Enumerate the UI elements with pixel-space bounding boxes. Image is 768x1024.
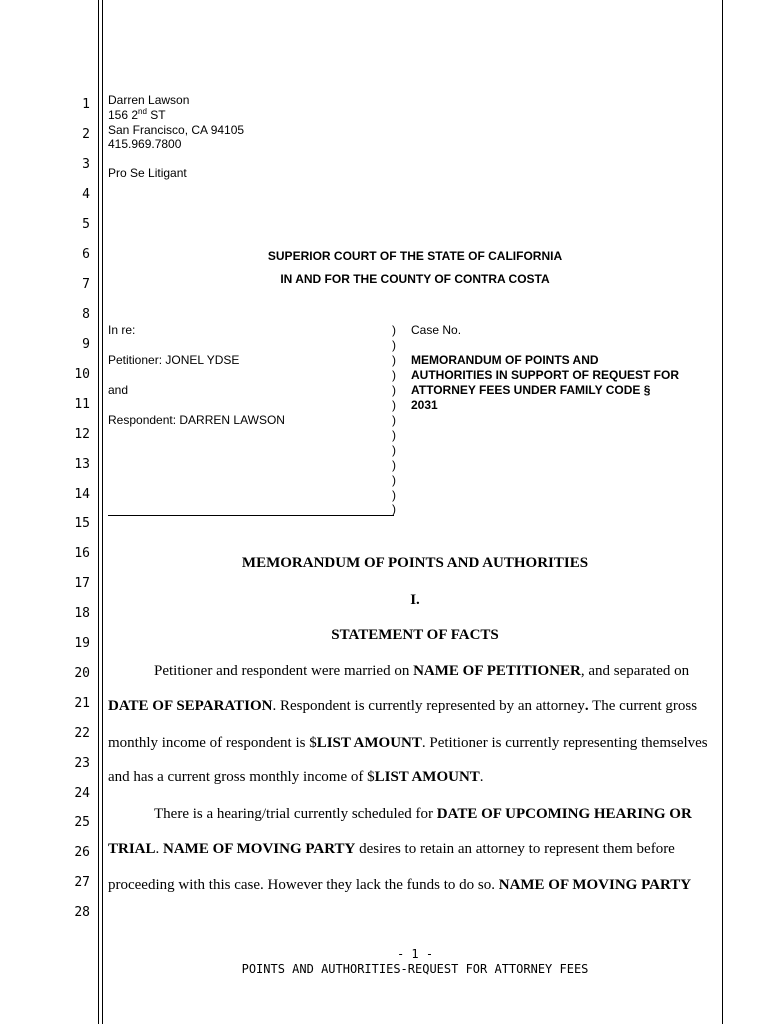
caption-and: and: [108, 383, 129, 397]
placeholder-field: DATE OF UPCOMING HEARING OR: [436, 806, 692, 822]
document-title-line-4: 2031: [411, 398, 438, 412]
line-number: 19: [74, 636, 90, 651]
body-line: [108, 768, 484, 786]
section-number: I.: [410, 592, 420, 608]
caption-paren: ): [392, 413, 396, 427]
text-run: .: [155, 841, 164, 857]
party-name: Darren Lawson: [108, 93, 190, 107]
left-margin-rule-outer: [98, 0, 99, 1024]
line-number: 23: [74, 756, 90, 771]
text-run: Petitioner and respondent were married on: [154, 663, 414, 679]
court-name-line-2: IN AND FOR THE COUNTY OF CONTRA COSTA: [280, 272, 550, 286]
line-number: 7: [82, 277, 90, 292]
caption-paren: ): [392, 383, 396, 397]
text-run: .: [584, 698, 589, 714]
line-number: 1: [82, 97, 90, 112]
body-line: [154, 805, 692, 823]
body-line: [108, 697, 697, 715]
caption-paren: ): [392, 443, 396, 457]
body-line: [154, 662, 689, 680]
caption-paren: ): [392, 458, 396, 472]
text-run: and has a current gross monthly income of $: [108, 769, 375, 785]
left-margin-rule-inner: [102, 0, 103, 1024]
placeholder-field: TRIAL: [108, 841, 156, 857]
text-run: . Respondent is currently represented by an attorney: [272, 698, 585, 714]
placeholder-field: NAME OF MOVING PARTY: [163, 841, 356, 857]
caption-paren: ): [392, 473, 396, 487]
caption-paren: ): [392, 338, 396, 352]
line-number: 13: [74, 457, 90, 472]
party-city: San Francisco, CA 94105: [108, 123, 245, 137]
caption-paren: ): [392, 353, 396, 367]
line-number: 21: [74, 696, 90, 711]
line-number: 22: [74, 726, 90, 741]
body-line: [108, 840, 675, 858]
caption-underline: [108, 515, 394, 516]
line-number: 9: [82, 337, 90, 352]
line-number: 5: [82, 217, 90, 232]
text-run: . Petitioner is currently representing themselves: [421, 735, 708, 751]
line-number: 20: [74, 666, 90, 681]
line-number: 15: [74, 516, 90, 531]
court-name-line-1: SUPERIOR COURT OF THE STATE OF CALIFORNIA: [267, 249, 563, 263]
caption-paren: ): [392, 428, 396, 442]
party-phone: 415.969.7800: [108, 137, 182, 151]
memorandum-heading: MEMORANDUM OF POINTS AND AUTHORITIES: [241, 555, 589, 571]
text-run: monthly income of respondent is $: [108, 735, 317, 751]
placeholder-field: DATE OF SEPARATION: [108, 698, 273, 714]
text-run: proceeding with this case. However they lack the funds to do so.: [108, 877, 499, 893]
line-number: 6: [82, 247, 90, 262]
party-role: Pro Se Litigant: [108, 166, 187, 180]
line-number: 26: [74, 845, 90, 860]
section-title: STATEMENT OF FACTS: [331, 627, 499, 643]
footer-title: POINTS AND AUTHORITIES-REQUEST FOR ATTORNEY FEES: [241, 962, 589, 976]
right-margin-rule: [722, 0, 723, 1024]
caption-paren: ): [392, 488, 396, 502]
text-run: , and separated on: [580, 663, 690, 679]
address-number: 156 2: [108, 108, 139, 122]
body-line: [108, 876, 691, 894]
placeholder-field: NAME OF MOVING PARTY: [498, 877, 692, 893]
line-number: 16: [74, 546, 90, 561]
text-run: There is a hearing/trial currently scheduled for: [154, 806, 437, 822]
text-run: .: [479, 769, 484, 785]
line-number: 25: [74, 815, 90, 830]
line-number: 10: [74, 367, 90, 382]
document-title-line-1: MEMORANDUM OF POINTS AND: [411, 353, 599, 367]
case-number-label: Case No.: [411, 323, 462, 337]
caption-paren: ): [392, 368, 396, 382]
caption-respondent: Respondent: DARREN LAWSON: [108, 413, 285, 427]
line-number: 17: [74, 576, 90, 591]
caption-paren: ): [392, 502, 396, 516]
body-line: [108, 734, 708, 752]
placeholder-field: LIST AMOUNT: [374, 769, 480, 785]
line-number: 2: [82, 127, 90, 142]
document-title-line-3: ATTORNEY FEES UNDER FAMILY CODE §: [411, 383, 651, 397]
line-number: 12: [74, 427, 90, 442]
caption-paren: ): [392, 398, 396, 412]
line-number: 11: [74, 397, 90, 412]
line-number: 4: [82, 187, 90, 202]
text-run: The current gross: [588, 698, 698, 714]
line-number: 14: [74, 487, 90, 502]
line-number: 3: [82, 157, 90, 172]
line-number: 24: [74, 786, 90, 801]
document-title-line-2: AUTHORITIES IN SUPPORT OF REQUEST FOR: [411, 368, 680, 382]
caption-petitioner: Petitioner: JONEL YDSE: [108, 353, 240, 367]
placeholder-field: LIST AMOUNT: [316, 735, 422, 751]
placeholder-field: NAME OF PETITIONER: [413, 663, 581, 679]
address-ordinal: nd: [138, 107, 147, 116]
line-number: 18: [74, 606, 90, 621]
line-number: 8: [82, 307, 90, 322]
address-street: ST: [146, 108, 166, 122]
line-number: 28: [74, 905, 90, 920]
caption-paren: ): [392, 323, 396, 337]
line-number: 27: [74, 875, 90, 890]
page-number: - 1 -: [396, 947, 434, 961]
text-run: desires to retain an attorney to represent them before: [355, 841, 675, 857]
caption-in-re: In re:: [108, 323, 136, 337]
party-address: [108, 108, 166, 123]
